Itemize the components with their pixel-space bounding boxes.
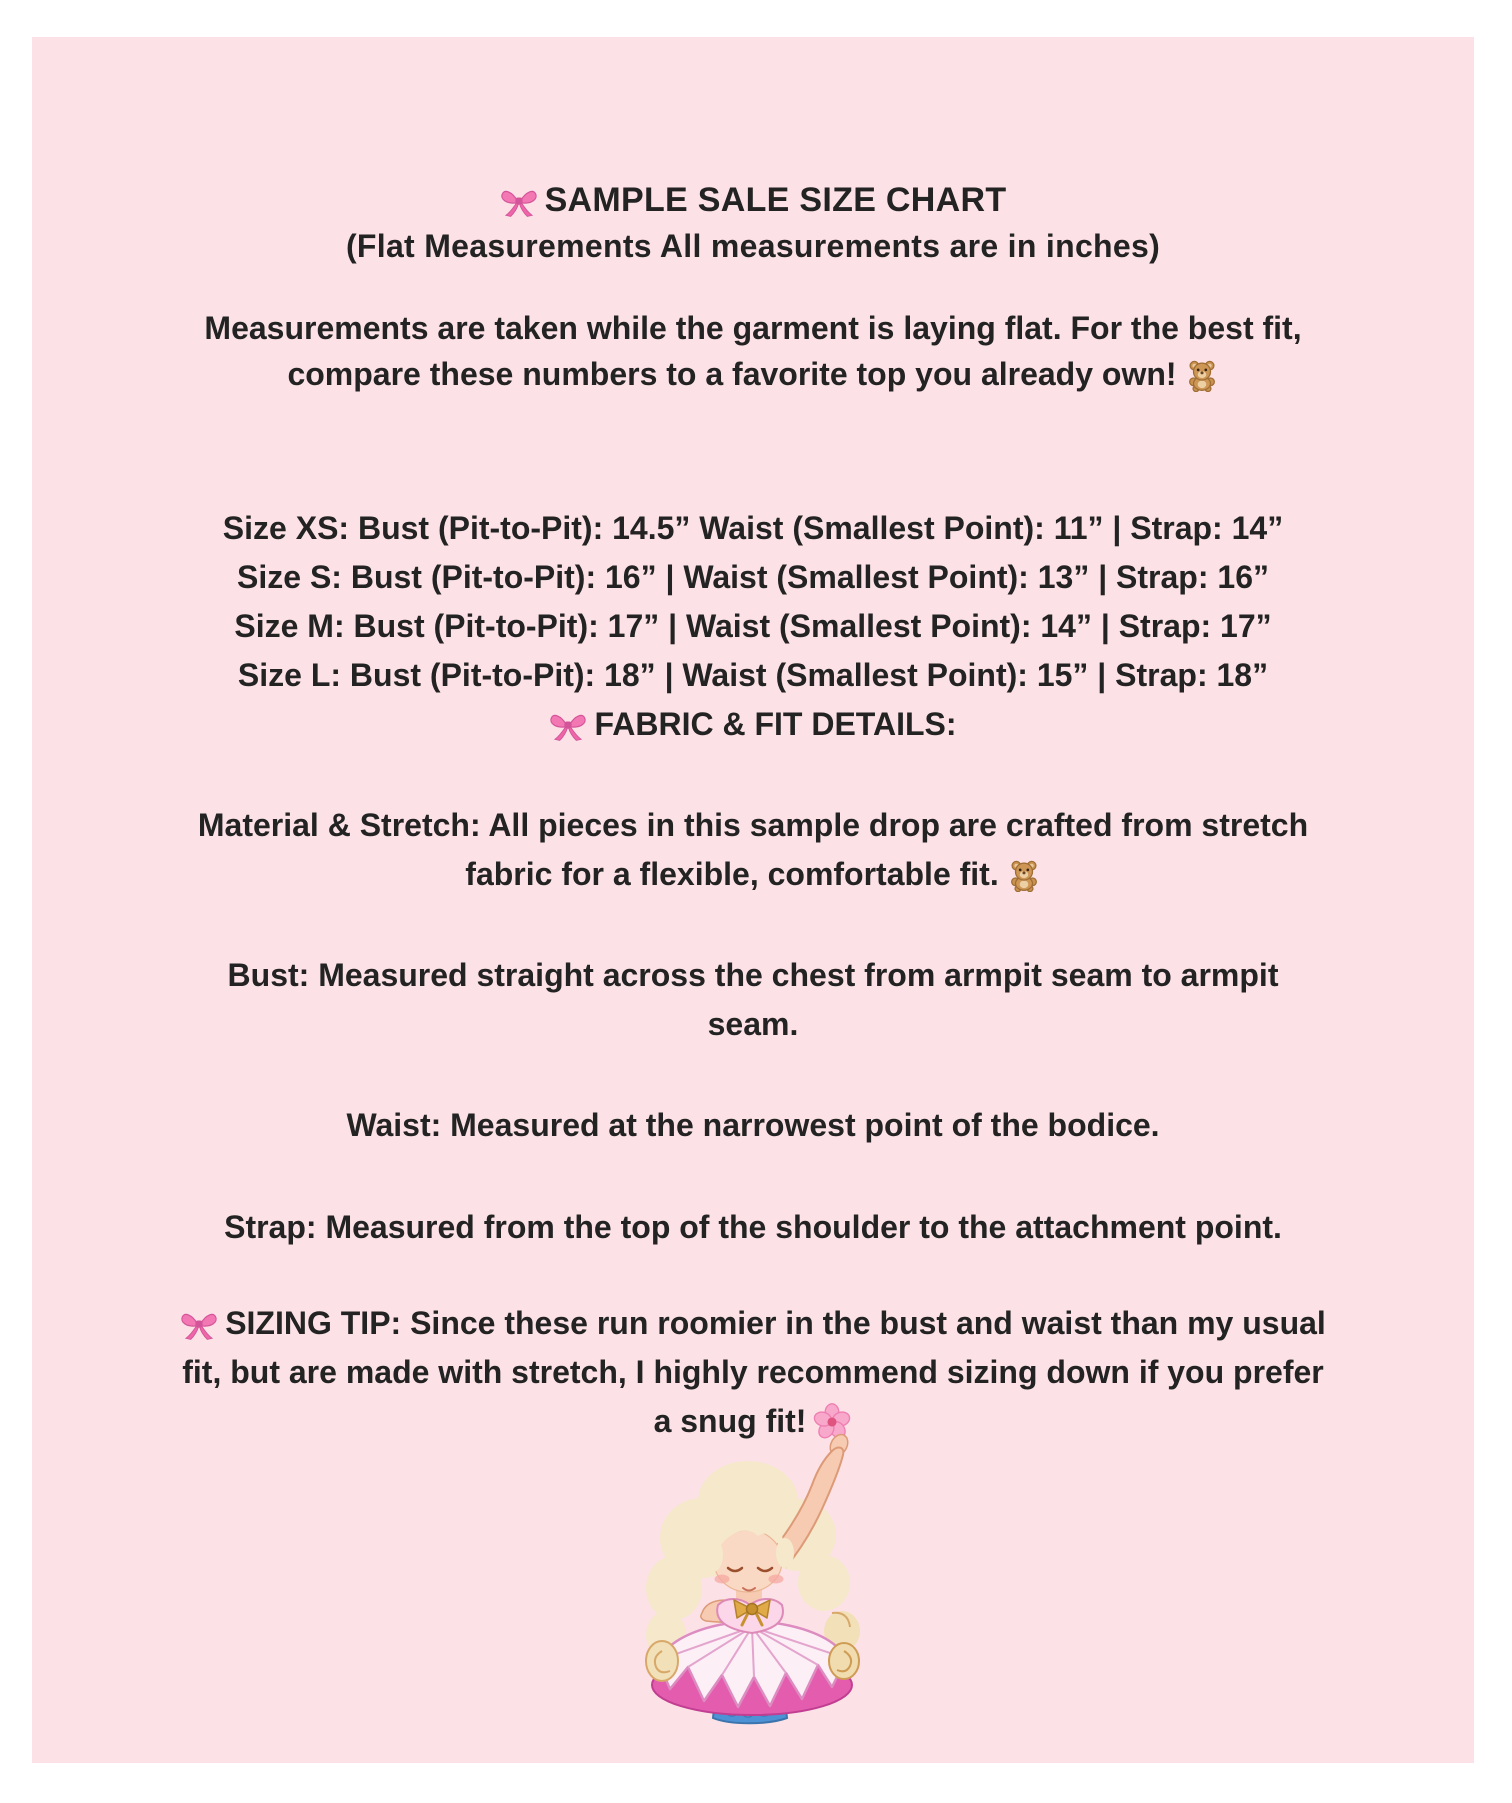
intro-paragraph bbox=[32, 305, 1474, 397]
teddy-bear-icon bbox=[1185, 358, 1219, 392]
bow-icon bbox=[180, 1307, 218, 1341]
sizing-tip-line-1-text: SIZING TIP: Since these run roomier in the bust and waist than my usual bbox=[225, 1305, 1326, 1341]
mermaid-illustration bbox=[610, 1403, 900, 1733]
size-row-xs: Size XS: Bust (Pit-to-Pit): 14.5” Waist (Smallest Point): 11” | Strap: 14” bbox=[222, 510, 1284, 546]
teddy-bear-icon bbox=[1007, 858, 1041, 892]
page-title-line bbox=[32, 177, 1474, 223]
size-row-l: Size L: Bust (Pit-to-Pit): 18” | Waist (Smallest Point): 15” | Strap: 18” bbox=[237, 657, 1269, 693]
intro-line-1: Measurements are taken while the garment is laying flat. For the best fit, bbox=[204, 310, 1302, 346]
size-row-m: Size M: Bust (Pit-to-Pit): 17” | Waist (Smallest Point): 14” | Strap: 17” bbox=[234, 608, 1272, 644]
intro-line-2 bbox=[32, 351, 1474, 397]
material-line-2 bbox=[32, 850, 1474, 899]
material-line-1: Material & Stretch: All pieces in this sample drop are crafted from stretch bbox=[197, 807, 1309, 843]
page-title: SAMPLE SALE SIZE CHART bbox=[544, 181, 1007, 219]
strap-paragraph bbox=[32, 1203, 1474, 1252]
material-line-2-text: fabric for a flexible, comfortable fit. bbox=[465, 856, 999, 892]
sizing-tip-line-1 bbox=[32, 1299, 1474, 1348]
bust-paragraph bbox=[32, 951, 1474, 1049]
waist-paragraph bbox=[32, 1101, 1474, 1150]
size-chart bbox=[32, 504, 1474, 749]
sizing-tip-line-3-text: a snug fit! bbox=[653, 1403, 807, 1439]
fabric-fit-heading bbox=[32, 700, 1474, 749]
strap-line: Strap: Measured from the top of the shoulder to the attachment point. bbox=[224, 1209, 1282, 1245]
header bbox=[32, 177, 1474, 269]
pink-panel bbox=[32, 37, 1474, 1763]
bust-line-2: seam. bbox=[707, 1006, 799, 1042]
material-paragraph bbox=[32, 801, 1474, 899]
bow-icon bbox=[549, 708, 587, 742]
fabric-fit-heading-text: FABRIC & FIT DETAILS: bbox=[594, 706, 957, 742]
bust-line-1: Bust: Measured straight across the chest from armpit seam to armpit bbox=[227, 957, 1279, 993]
page-subtitle: (Flat Measurements All measurements are in inches) bbox=[345, 228, 1161, 264]
size-row-s: Size S: Bust (Pit-to-Pit): 16” | Waist (Smallest Point): 13” | Strap: 16” bbox=[237, 559, 1269, 595]
intro-line-2-text: compare these numbers to a favorite top you already own! bbox=[287, 356, 1177, 392]
sizing-tip-line-2: fit, but are made with stretch, I highly recommend sizing down if you prefer bbox=[182, 1354, 1324, 1390]
bow-icon bbox=[500, 184, 538, 218]
waist-line: Waist: Measured at the narrowest point of the bodice. bbox=[346, 1107, 1160, 1143]
